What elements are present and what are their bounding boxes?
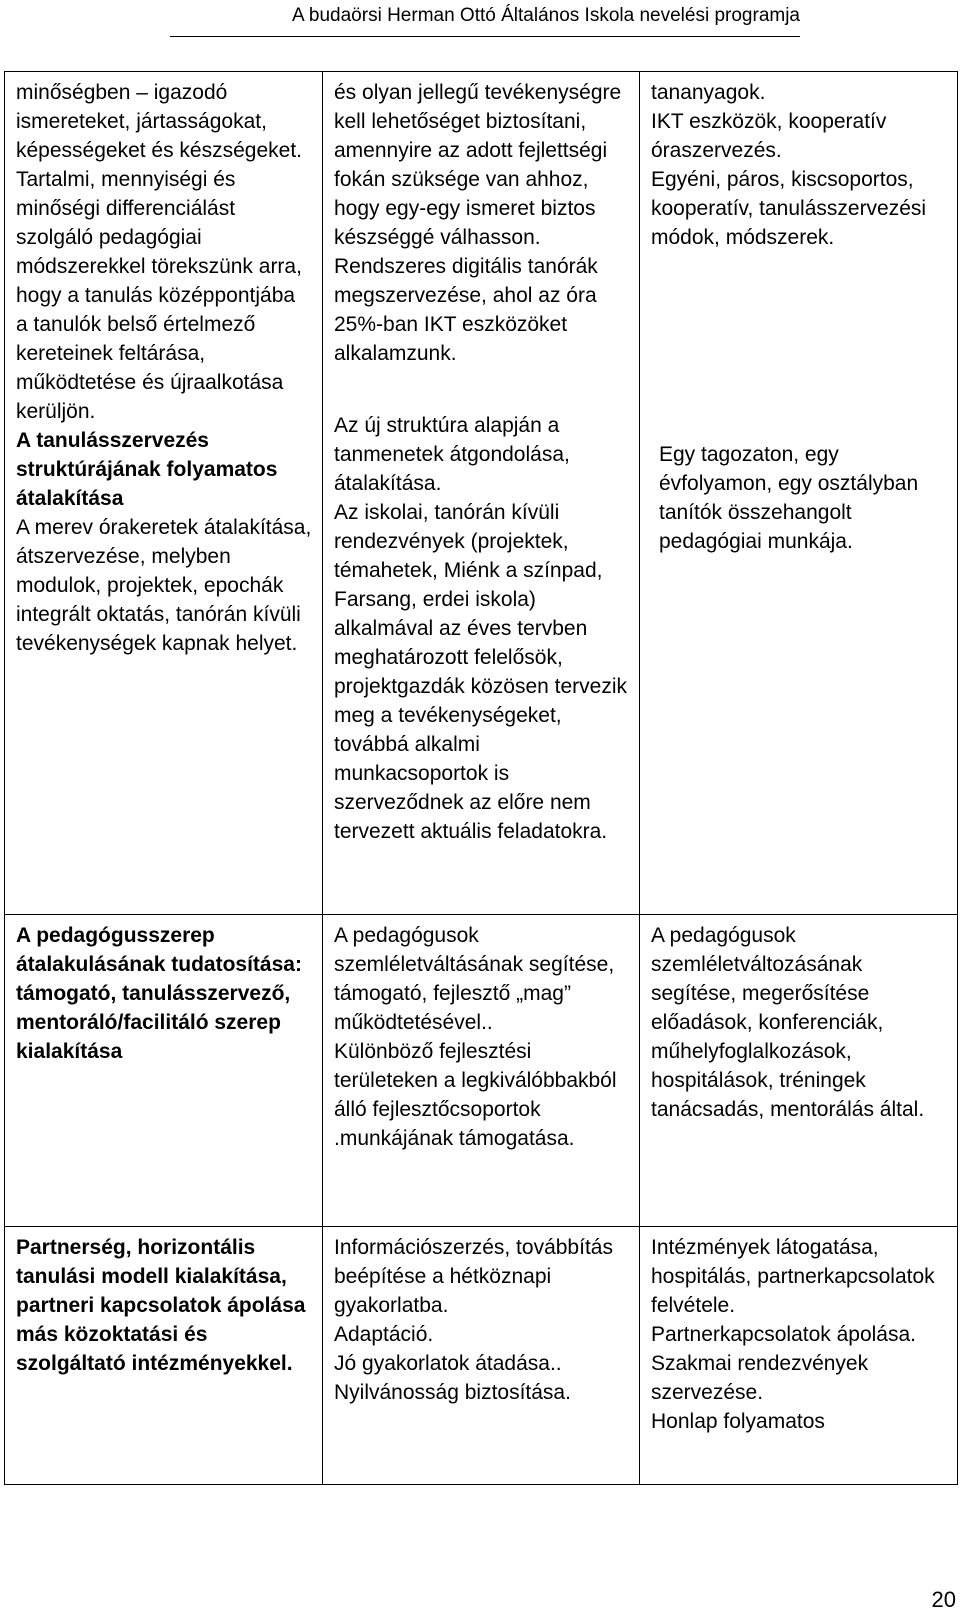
cell-text: A pedagógusok szemléletváltozásának segítése, megerősítése előadások, konferenciák, műhelyfoglalkozások, hospitálások, tréningek tanácsadás, mentorálás által.	[651, 924, 925, 1121]
cell-text: Egy tagozaton, egy évfolyamon, egy osztályban tanítók összehangolt pedagógiai munkája.	[659, 443, 919, 553]
cell-heading: A pedagógusszerep átalakulásának tudatosítása: támogató, tanulásszervező, mentoráló/facilitáló szerep kialakítása	[16, 924, 302, 1063]
cell-text: Rendszeres digitális tanórák megszervezése, ahol az óra 25%-ban IKT eszközöket alkalamzunk.	[334, 255, 598, 365]
table-row	[5, 72, 958, 915]
cell-text: és olyan jellegű tevékenységre kell lehetőséget biztosítani, amennyire az adott fejlettségi fokán szüksége van ahhoz, hogy egy-egy ismeret biztos készséggé válhasson.	[334, 81, 622, 249]
table-cell-means	[640, 72, 958, 915]
table-cell-goal	[5, 915, 323, 1227]
cell-text: Az új struktúra alapján a tanmenetek átgondolása, átalakítása.	[334, 414, 570, 495]
cell-text: Egyéni, páros, kiscsoportos, kooperatív, tanulásszervezési módok, módszerek.	[651, 168, 927, 249]
table-cell-goal	[5, 72, 323, 915]
cell-text: Honlap folyamatos	[651, 1410, 825, 1433]
table-cell-task	[323, 1227, 640, 1485]
cell-text: Információszerzés, továbbítás beépítése a hétköznapi gyakorlatba.	[334, 1236, 613, 1317]
cell-text: A merev órakeretek átalakítása, átszervezése, melyben modulok, projektek, epochák integrált oktatás, tanórán kívüli tevékenységek kapnak helyet.	[16, 516, 312, 655]
cell-text: Az iskolai, tanórán kívüli rendezvények (projektek, témahetek, Miénk a színpad, Farsang, erdei iskola) alkalmával az éves tervben meghatározott felelősök, projektgazdák közösen tervezik meg a tevékenységeket, továbbá alkalmi munkacsoportok is szerveződnek az előre nem tervezett aktuális feladatokra.	[334, 501, 627, 843]
cell-text: Adaptáció.	[334, 1323, 434, 1346]
table-row	[5, 1227, 958, 1485]
cell-text: A pedagógusok szemléletváltásának segítése, támogató, fejlesztő „mag” működtetésével..	[334, 924, 615, 1034]
program-table	[4, 71, 958, 1485]
cell-text: Partnerkapcsolatok ápolása. Szakmai rendezvények szervezése.	[651, 1323, 916, 1404]
table-cell-task	[323, 72, 640, 915]
cell-text: Intézmények látogatása, hospitálás, partnerkapcsolatok felvétele.	[651, 1236, 935, 1317]
table-cell-task	[323, 915, 640, 1227]
cell-heading: A tanulásszervezés struktúrájának folyamatos átalakítása	[16, 429, 278, 510]
cell-text: minőségben – igazodó ismereteket, jártasságokat, képességeket és készségeket. Tartalmi, mennyiségi és minőségi differenciálást szolgáló pedagógiai módszerekkel törekszünk arra, hogy a tanulás középpontjába a tanulók belső értelmező kereteinek feltárása, működtetése és újraalkotása kerüljön.	[16, 81, 303, 423]
table-cell-means	[640, 915, 958, 1227]
cell-heading: Partnerség, horizontális tanulási modell kialakítása, partneri kapcsolatok ápolása más közoktatási és szolgáltató intézményekkel.	[16, 1236, 306, 1375]
cell-text: Nyilvánosság biztosítása.	[334, 1381, 571, 1404]
running-header: A budaörsi Herman Ottó Általános Iskola nevelési programja	[292, 5, 800, 26]
cell-text: tananyagok.	[651, 81, 766, 104]
page-number: 20	[931, 1587, 956, 1612]
table-row	[5, 915, 958, 1227]
header-rule	[170, 36, 800, 37]
cell-text: IKT eszközök, kooperatív óraszervezés.	[651, 110, 887, 162]
cell-text: Jó gyakorlatok átadása..	[334, 1352, 562, 1375]
table-cell-goal	[5, 1227, 323, 1485]
table-cell-means	[640, 1227, 958, 1485]
cell-text: Különböző fejlesztési területeken a legkiválóbbakból álló fejlesztőcsoportok .munkájának támogatása.	[334, 1040, 617, 1150]
